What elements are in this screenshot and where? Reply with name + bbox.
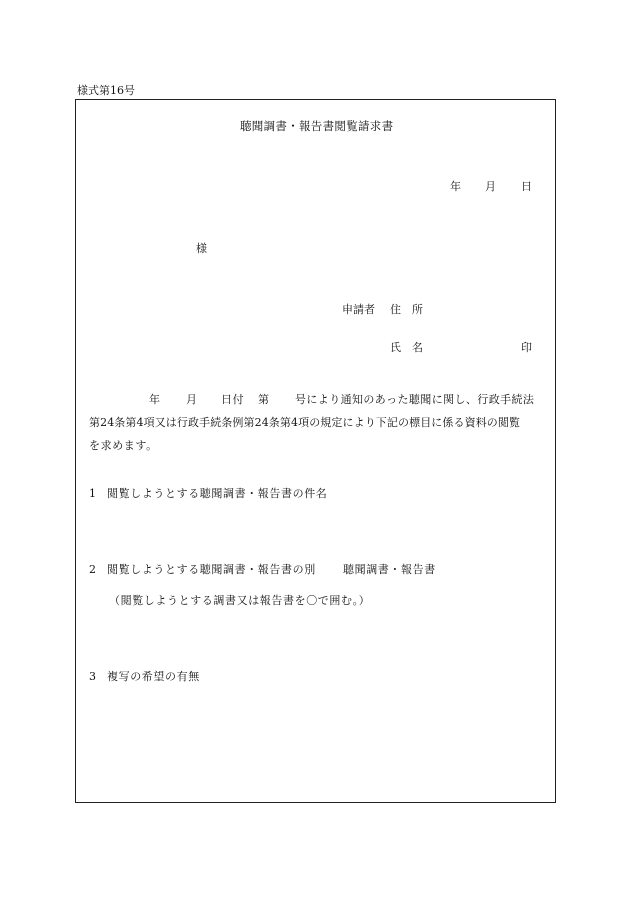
item-1-text: 閲覧しようとする聴聞調書・報告書の件名 [107,487,328,500]
body-month: 月 [186,393,198,406]
body-line1-rest: 号により通知のあった聴聞に関し、行政手続法 [295,393,535,406]
item-1-number: 1 [89,487,96,500]
applicant-label: 申請者 [342,303,375,316]
form-number: 様式第16号 [77,84,135,97]
body-line2: 第24条第4項又は行政手続条例第24条第4項の規定により下記の標目に係る資料の閲覧 [89,416,521,429]
form-title: 聴聞調書・報告書閲覧請求書 [240,119,394,133]
seal-mark: 印 [521,341,532,354]
body-line3: を求めます。 [89,439,158,452]
item-3-number: 3 [89,670,96,683]
item-3-text: 複写の希望の有無 [107,670,200,683]
date-month: 月 [485,180,496,193]
item-2-text: 閲覧しようとする聴聞調書・報告書の別 [107,563,316,576]
item-2-options: 聴聞調書・報告書 [343,563,436,576]
date-day: 日 [521,180,532,193]
date-year: 年 [450,180,461,193]
addressee-suffix: 様 [196,242,207,255]
applicant-address-label: 住 所 [390,303,423,316]
applicant-name-label: 氏 名 [390,341,423,354]
body-dai: 第 [258,393,270,406]
item-2-note: （閲覧しようとする調書又は報告書を〇で囲む。） [109,594,371,607]
body-day-date: 日付 [221,393,245,406]
item-2-number: 2 [89,563,96,576]
body-year: 年 [149,393,161,406]
